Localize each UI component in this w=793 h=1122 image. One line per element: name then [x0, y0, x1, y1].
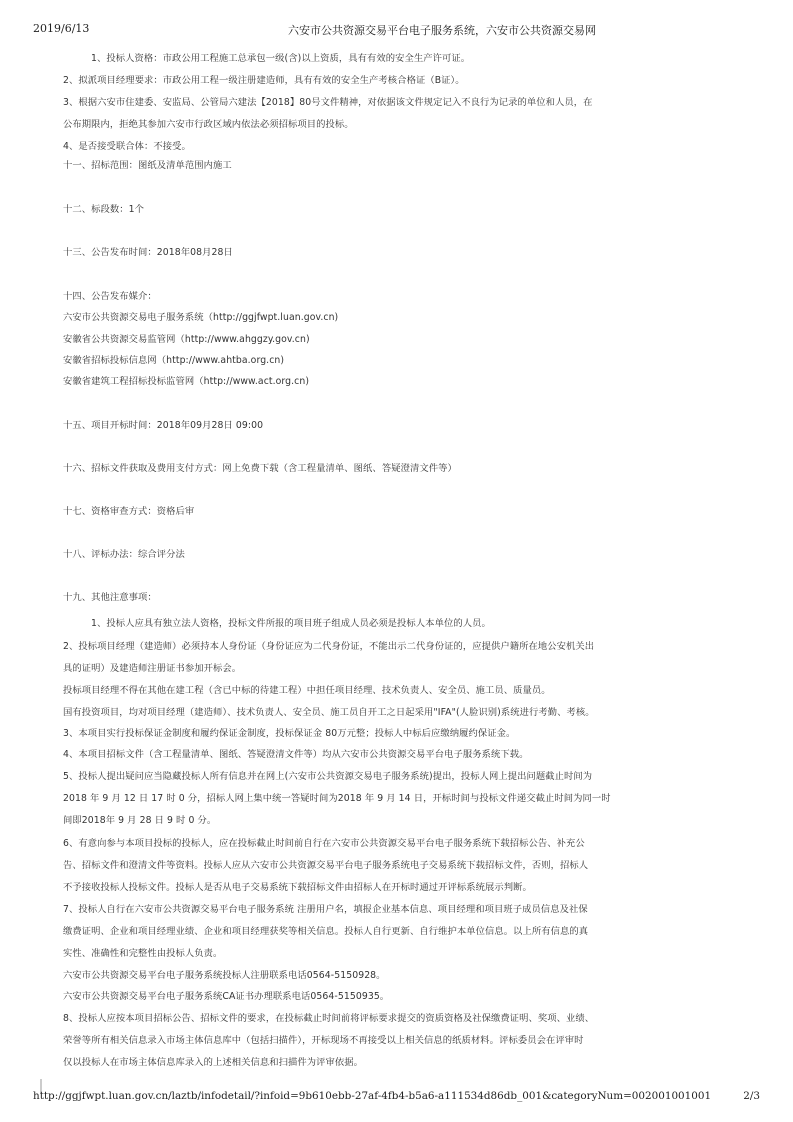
text-line: 2、投标项目经理（建造师）必须持本人身份证（身份证应为二代身份证，不能出示二代身份证的，应提供户籍所在地公安机关出 [63, 641, 595, 652]
text-line: 4、是否接受联合体：不接受。 [63, 141, 191, 152]
text-line: 2018 年 9 月 12 日 17 时 0 分，招标人网上集中统一答疑时间为2018 年 9 月 14 日，开标时间与投标文件递交截止时间为同一时 [63, 793, 611, 804]
text-line: 具的证明）及建造师注册证书参加开标会。 [63, 663, 242, 674]
media-item: 安徽省建筑工程招标投标监管网（http://www.act.org.cn) [63, 376, 310, 387]
section-heading: 十八、评标办法：综合评分法 [63, 549, 185, 560]
section-heading: 十四、公告发布媒介： [63, 291, 157, 302]
text-line: 告、招标文件和澄清文件等资料。投标人应从六安市公共资源交易平台电子服务系统电子交易系统下载招标文件，否则，招标人 [63, 860, 589, 871]
text-line: 投标项目经理不得在其他在建工程（含已中标的待建工程）中担任项目经理、技术负责人、安全员、施工员、质量员。 [63, 685, 551, 696]
page-title: 六安市公共资源交易平台电子服务系统，六安市公共资源交易网 [288, 24, 596, 37]
section-heading: 十七、资格审查方式：资格后审 [63, 506, 195, 517]
page-number: 2/3 [743, 1090, 760, 1102]
text-line: 荣誉等所有相关信息录入市场主体信息库中（包括扫描件），开标现场不再接受以上相关信息的纸质材料。评标委员会在评审时 [63, 1035, 584, 1046]
section-heading: 十三、公告发布时间：2018年08月28日 [63, 247, 233, 258]
section-heading: 十五、项目开标时间：2018年09月28日 09:00 [63, 420, 264, 431]
text-line: 8、投标人应按本项目招标公告、招标文件的要求，在投标截止时间前将评标要求提交的资质资格及社保缴费证明、奖项、业绩、 [63, 1013, 595, 1024]
text-line: 3、根据六安市住建委、安监局、公管局六建法【2018】80号文件精神，对依据该文件规定记入不良行为记录的单位和人员，在 [63, 97, 593, 108]
print-date: 2019/6/13 [33, 22, 90, 35]
text-line: 国有投资项目，均对项目经理（建造师）、技术负责人、安全员、施工员自开工之日起采用"IFA"(人脸识别)系统进行考勤、考核。 [63, 707, 595, 718]
text-line: 公布期限内，拒绝其参加六安市行政区域内依法必须招标项目的投标。 [63, 119, 354, 130]
media-item: 安徽省招标投标信息网（http://www.ahtba.org.cn) [63, 355, 285, 366]
section-heading: 十九、其他注意事项： [63, 592, 157, 603]
text-line: 不予接收投标人投标文件。投标人是否从电子交易系统下载招标文件由招标人在开标时通过开评标系统展示判断。 [63, 882, 532, 893]
text-line: 缴费证明、企业和项目经理业绩、企业和项目经理获奖等相关信息。投标人自行更新、自行维护本单位信息。以上所有信息的真 [63, 926, 589, 937]
media-item: 六安市公共资源交易电子服务系统（http://ggjfwpt.luan.gov.cn) [63, 312, 339, 323]
text-line: 6、有意向参与本项目投标的投标人，应在投标截止时间前自行在六安市公共资源交易平台电子服务系统下载招标公告、补充公 [63, 838, 585, 849]
text-line: 1、投标人资格：市政公用工程施工总承包一级(含)以上资质，具有有效的安全生产许可证。 [91, 53, 471, 64]
text-line: 7、投标人自行在六安市公共资源交易平台电子服务系统 注册用户名，填报企业基本信息、项目经理和项目班子成员信息及社保 [63, 904, 588, 915]
text-line: 六安市公共资源交易平台电子服务系统投标人注册联系电话0564-5150928。 [63, 970, 386, 981]
text-line: 实性、准确性和完整性由投标人负责。 [63, 948, 223, 959]
section-heading: 十六、招标文件获取及费用支付方式：网上免费下载（含工程量清单、图纸、答疑澄清文件等） [63, 463, 457, 474]
text-line: 六安市公共资源交易平台电子服务系统CA证书办理联系电话0564-5150935。 [63, 991, 390, 1002]
text-line: 4、本项目招标文件（含工程量清单、图纸、答疑澄清文件等）均从六安市公共资源交易平台电子服务系统下载。 [63, 749, 529, 760]
section-heading: 十二、标段数：1个 [63, 204, 145, 215]
text-line: 1、投标人应具有独立法人资格，投标文件所报的项目班子组成人员必须是投标人本单位的人员。 [91, 618, 491, 629]
text-line: 3、本项目实行投标保证金制度和履约保证金制度，投标保证金 80万元整；投标人中标后应缴纳履约保证金。 [63, 728, 516, 739]
text-line: 2、拟派项目经理要求：市政公用工程一级注册建造师，具有有效的安全生产考核合格证（B证）。 [63, 75, 465, 86]
text-line: 5、投标人提出疑问应当隐藏投标人所有信息并在网上(六安市公共资源交易电子服务系统)提出，投标人网上提出问题截止时间为 [63, 771, 593, 782]
page-url: http://ggjfwpt.luan.gov.cn/laztb/infodetail/?infoid=9b610ebb-27af-4fb4-b5a6-a111534d86db_001&categoryNum=002001001001 [33, 1090, 712, 1102]
section-heading: 十一、招标范围：图纸及清单范围内施工 [63, 160, 232, 171]
media-item: 安徽省公共资源交易监管网（http://www.ahggzy.gov.cn) [63, 334, 310, 345]
text-line: 仅以投标人在市场主体信息库录入的上述相关信息和扫描件为评审依据。 [63, 1057, 364, 1068]
text-line: 间即2018年 9 月 28 日 9 时 0 分。 [63, 815, 217, 826]
